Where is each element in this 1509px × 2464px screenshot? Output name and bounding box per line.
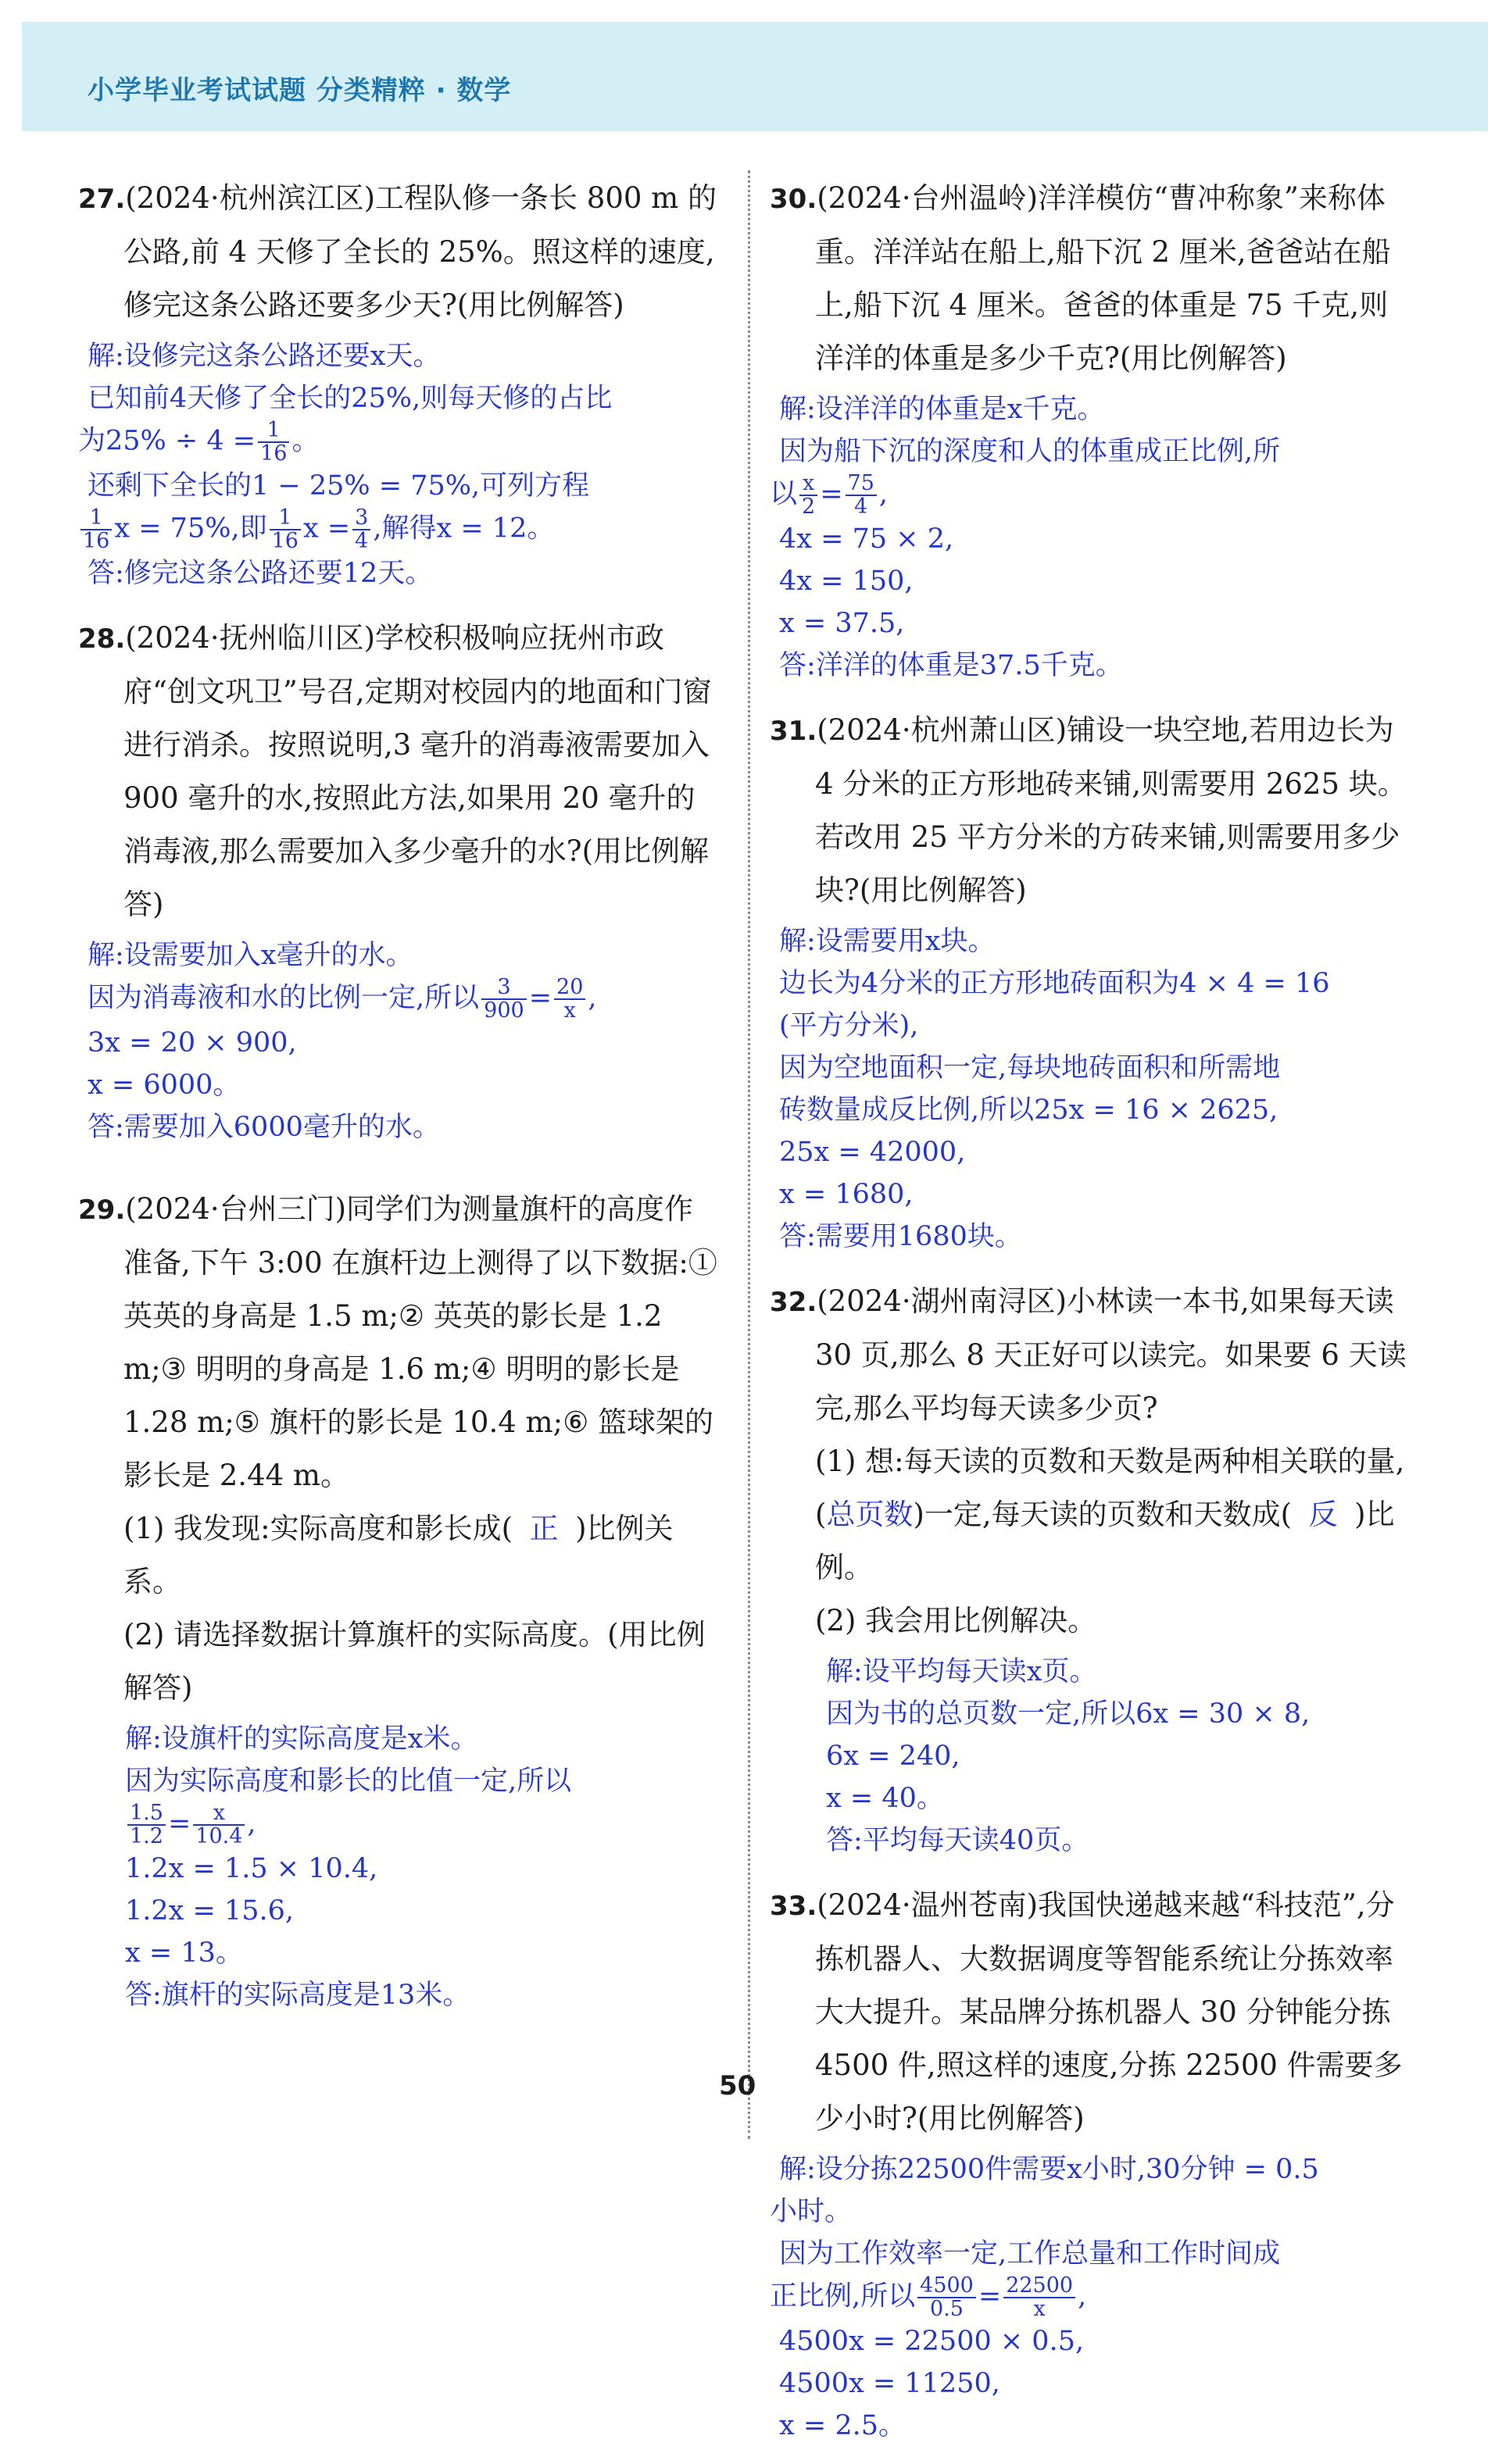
- answer-line: 答:平均每天读40页。: [826, 1825, 1089, 1856]
- problem-30: [770, 172, 1411, 687]
- solution-line: 边长为4分米的正方形地砖面积为4 × 4 = 16: [779, 968, 1330, 999]
- problem-32-number: 32.: [770, 1287, 817, 1318]
- left-column: [78, 172, 719, 2034]
- solution-line: 已知前4天修了全长的25%,则每天修的占比: [88, 383, 613, 414]
- problem-29-part-2: (2) 请选择数据计算旗杆的实际高度。(用比例解答): [123, 1618, 706, 1705]
- solution-line: $\frac{1}{16}$ x = 75%,即 $\frac{1}{16}$ x = $\frac{3}{4}$ ,解得x = 12。: [78, 507, 719, 552]
- solution-line: 1.2x = 15.6,: [125, 1895, 295, 1927]
- problem-29-number: 29.: [78, 1195, 126, 1226]
- problem-28-text: [78, 612, 719, 931]
- problem-30-text: [770, 172, 1411, 385]
- problem-28-solution: [78, 934, 719, 1148]
- solution-line: 因为书的总页数一定,所以6x = 30 × 8,: [826, 1698, 1311, 1730]
- fraction: $\frac{1.5}{1.2}$: [127, 1802, 166, 1848]
- problem-30-question: (2024·台州温岭)洋洋模仿“曹冲称象”来称体重。洋洋站在船上,船下沉 2 厘米,爸爸站在船上,船下沉 4 厘米。爸爸的体重是 75 千克,则洋洋的体重是多少千克?(用比例解答): [815, 181, 1391, 375]
- solution-line: 以 $\frac{x}{2}$ = $\frac{75}{4}$ ,: [770, 471, 889, 519]
- problem-27-text: [78, 172, 719, 332]
- solution-line: 解:设修完这条公路还要x天。: [88, 341, 441, 372]
- problem-32: [770, 1275, 1411, 1862]
- fraction: $\frac{x}{10.4}$: [193, 1802, 245, 1848]
- solution-line: 还剩下全长的1 − 25% = 75%,可列方程: [88, 470, 590, 502]
- solution-line: 因为实际高度和影长的比值一定,所以: [125, 1766, 572, 1797]
- answer-line: 答:洋洋的体重是37.5千克。: [779, 650, 1123, 681]
- solution-line: 解:设需要加入x毫升的水。: [88, 940, 413, 971]
- fraction: $\frac{20}{x}$: [554, 977, 585, 1022]
- problem-31-question: (2024·杭州萧山区)铺设一块空地,若用边长为 4 分米的正方形地砖来铺,则需要用 2625 块。若改用 25 平方分米的方砖来铺,则需要用多少块?(用比例解答): [815, 713, 1407, 907]
- solution-line: (平方分米),: [779, 1010, 919, 1041]
- solution-line: 解:设洋洋的体重是x千克。: [779, 394, 1105, 425]
- problem-29-text: [78, 1183, 719, 1502]
- fraction: $\frac{4500}{0.5}$: [917, 2275, 976, 2320]
- solution-line: 4500x = 11250,: [779, 2368, 1000, 2399]
- problem-33-solution: [770, 2148, 1411, 2447]
- solution-line: 解:设分拣22500件需要x小时,30分钟 = 0.5: [779, 2154, 1319, 2185]
- column-divider: [748, 170, 750, 2139]
- page-number: 50: [719, 2070, 756, 2102]
- right-column: [770, 172, 1411, 2464]
- problem-32-part-1: (1) 想:每天读的页数和天数是两种相关联的量,(总页数)一定,每天读的页数和天数成( 反 )比例。: [815, 1444, 1405, 1584]
- problem-27-solution: [78, 335, 719, 595]
- solution-line: 4x = 150,: [779, 566, 914, 597]
- fraction: $\frac{3}{900}$: [481, 977, 527, 1022]
- fraction: $\frac{1}{16}$: [80, 507, 112, 552]
- solution-line: 因为工作效率一定,工作总量和工作时间成: [779, 2238, 1281, 2269]
- solution-line: 小时。: [770, 2196, 853, 2227]
- solution-line: 4x = 75 × 2,: [779, 523, 954, 555]
- solution-line: x = 37.5,: [779, 608, 905, 639]
- solution-line: x = 1680,: [779, 1179, 914, 1210]
- problem-33-number: 33.: [770, 1891, 817, 1922]
- problem-32-part-2: (2) 我会用比例解决。: [815, 1604, 1097, 1637]
- answer-blank: 总页数: [826, 1498, 914, 1531]
- solution-line: 因为船下沉的深度和人的体重成正比例,所: [779, 436, 1281, 467]
- problem-29-part-1: (1) 我发现:实际高度和影长成( 正 )比例关系。: [78, 1502, 719, 1609]
- answer-line: 答:需要用1680块。: [779, 1221, 1022, 1252]
- problem-28-number: 28.: [78, 623, 126, 655]
- solution-line: $\frac{1.5}{1.2}$ = $\frac{x}{10.4}$ ,: [125, 1802, 719, 1848]
- problem-32-solution: [770, 1651, 1411, 1862]
- answer-line: 答:旗杆的实际高度是13米。: [125, 1980, 470, 2011]
- problem-32-text: [770, 1275, 1411, 1435]
- solution-line: x = 6000。: [88, 1070, 241, 1101]
- problem-27: [78, 172, 719, 595]
- solution-line: 解:设平均每天读x页。: [826, 1656, 1097, 1687]
- answer-blank: 反: [1308, 1498, 1338, 1531]
- problem-30-number: 30.: [770, 184, 817, 215]
- problem-31: [770, 704, 1411, 1258]
- problem-28-question: (2024·抚州临川区)学校积极响应抚州市政府“创文巩卫”号召,定期对校园内的地面和门窗进行消杀。按照说明,3 毫升的消毒液需要加入 900 毫升的水,按照此方法,如果用 20 毫升的消毒液,那么需要加入多少毫升的水?(用比例解答): [123, 621, 712, 921]
- problem-27-number: 27.: [78, 184, 126, 215]
- problem-29-solution: [78, 1718, 719, 2016]
- solution-line: 因为消毒液和水的比例一定,所以 $\frac{3}{900}$ = $\frac{20}{x}$ ,: [88, 975, 597, 1023]
- problem-28: [78, 612, 719, 1148]
- problem-33-question: (2024·温州苍南)我国快递越来越“科技范”,分拣机器人、大数据调度等智能系统让分拣效率大大提升。某品牌分拣机器人 30 分钟能分拣 4500 件,照这样的速度,分拣 22500 件需要多少小时?(用比例解答): [815, 1888, 1403, 2135]
- problem-31-solution: [770, 920, 1411, 1258]
- problem-31-text: [770, 704, 1411, 917]
- solution-line: 25x = 42000,: [779, 1137, 966, 1168]
- solution-line: 为25% ÷ 4 = $\frac{1}{16}$ 。: [78, 418, 320, 466]
- answer-blank: 正: [529, 1512, 559, 1545]
- solution-line: 因为空地面积一定,每块地砖面积和所需地: [779, 1052, 1281, 1084]
- solution-line: 6x = 240,: [826, 1741, 960, 1772]
- fraction: $\frac{75}{4}$: [846, 473, 877, 518]
- solution-line: x = 2.5。: [779, 2410, 906, 2441]
- solution-line: x = 13。: [125, 1937, 243, 1969]
- fraction: $\frac{3}{4}$: [352, 507, 370, 552]
- problem-32-question: (2024·湖州南浔区)小林读一本书,如果每天读 30 页,那么 8 天正好可以读完。如果要 6 天读完,那么平均每天读多少页?: [815, 1284, 1407, 1425]
- solution-line: 解:设需要用x块。: [779, 926, 996, 957]
- fraction: $\frac{22500}{x}$: [1003, 2275, 1075, 2320]
- solution-line: 解:设旗杆的实际高度是x米。: [125, 1723, 478, 1755]
- problem-29: [78, 1183, 719, 2016]
- solution-line: 正比例,所以 $\frac{4500}{0.5}$ = $\frac{22500}{x}$ ,: [770, 2273, 1087, 2321]
- solution-line: 4500x = 22500 × 0.5,: [779, 2326, 1085, 2357]
- answer-line: 答:修完这条公路还要12天。: [88, 558, 433, 589]
- problem-30-solution: [770, 388, 1411, 687]
- fraction: $\frac{x}{2}$: [799, 473, 817, 518]
- solution-line: 3x = 20 × 900,: [88, 1027, 297, 1059]
- fraction: $\frac{1}{16}$: [258, 420, 289, 465]
- fraction: $\frac{1}{16}$: [270, 507, 301, 552]
- problem-31-number: 31.: [770, 716, 817, 747]
- problem-33: [770, 1879, 1411, 2447]
- solution-line: x = 40。: [826, 1783, 944, 1814]
- problem-27-question: (2024·杭州滨江区)工程队修一条长 800 m 的公路,前 4 天修了全长的 25%。照这样的速度,修完这条公路还要多少天?(用比例解答): [123, 181, 717, 322]
- problem-33-text: [770, 1879, 1411, 2145]
- solution-line: 1.2x = 1.5 × 10.4,: [125, 1853, 378, 1884]
- solution-line: 砖数量成反比例,所以25x = 16 × 2625,: [779, 1095, 1278, 1126]
- answer-line: 答:需要加入6000毫升的水。: [88, 1112, 440, 1143]
- problem-29-question: (2024·台州三门)同学们为测量旗杆的高度作准备,下午 3:00 在旗杆边上测得了以下数据:① 英英的身高是 1.5 m;② 英英的影长是 1.2 m;③ 明明的身高是 1.6 m;④ 明明的影长是 1.28 m;⑤ 旗杆的影长是 10.4 m;⑥ 篮球架的影长是 2.44 m。: [123, 1192, 717, 1492]
- header-title: 小学毕业考试试题 分类精粹 · 数学: [88, 75, 512, 106]
